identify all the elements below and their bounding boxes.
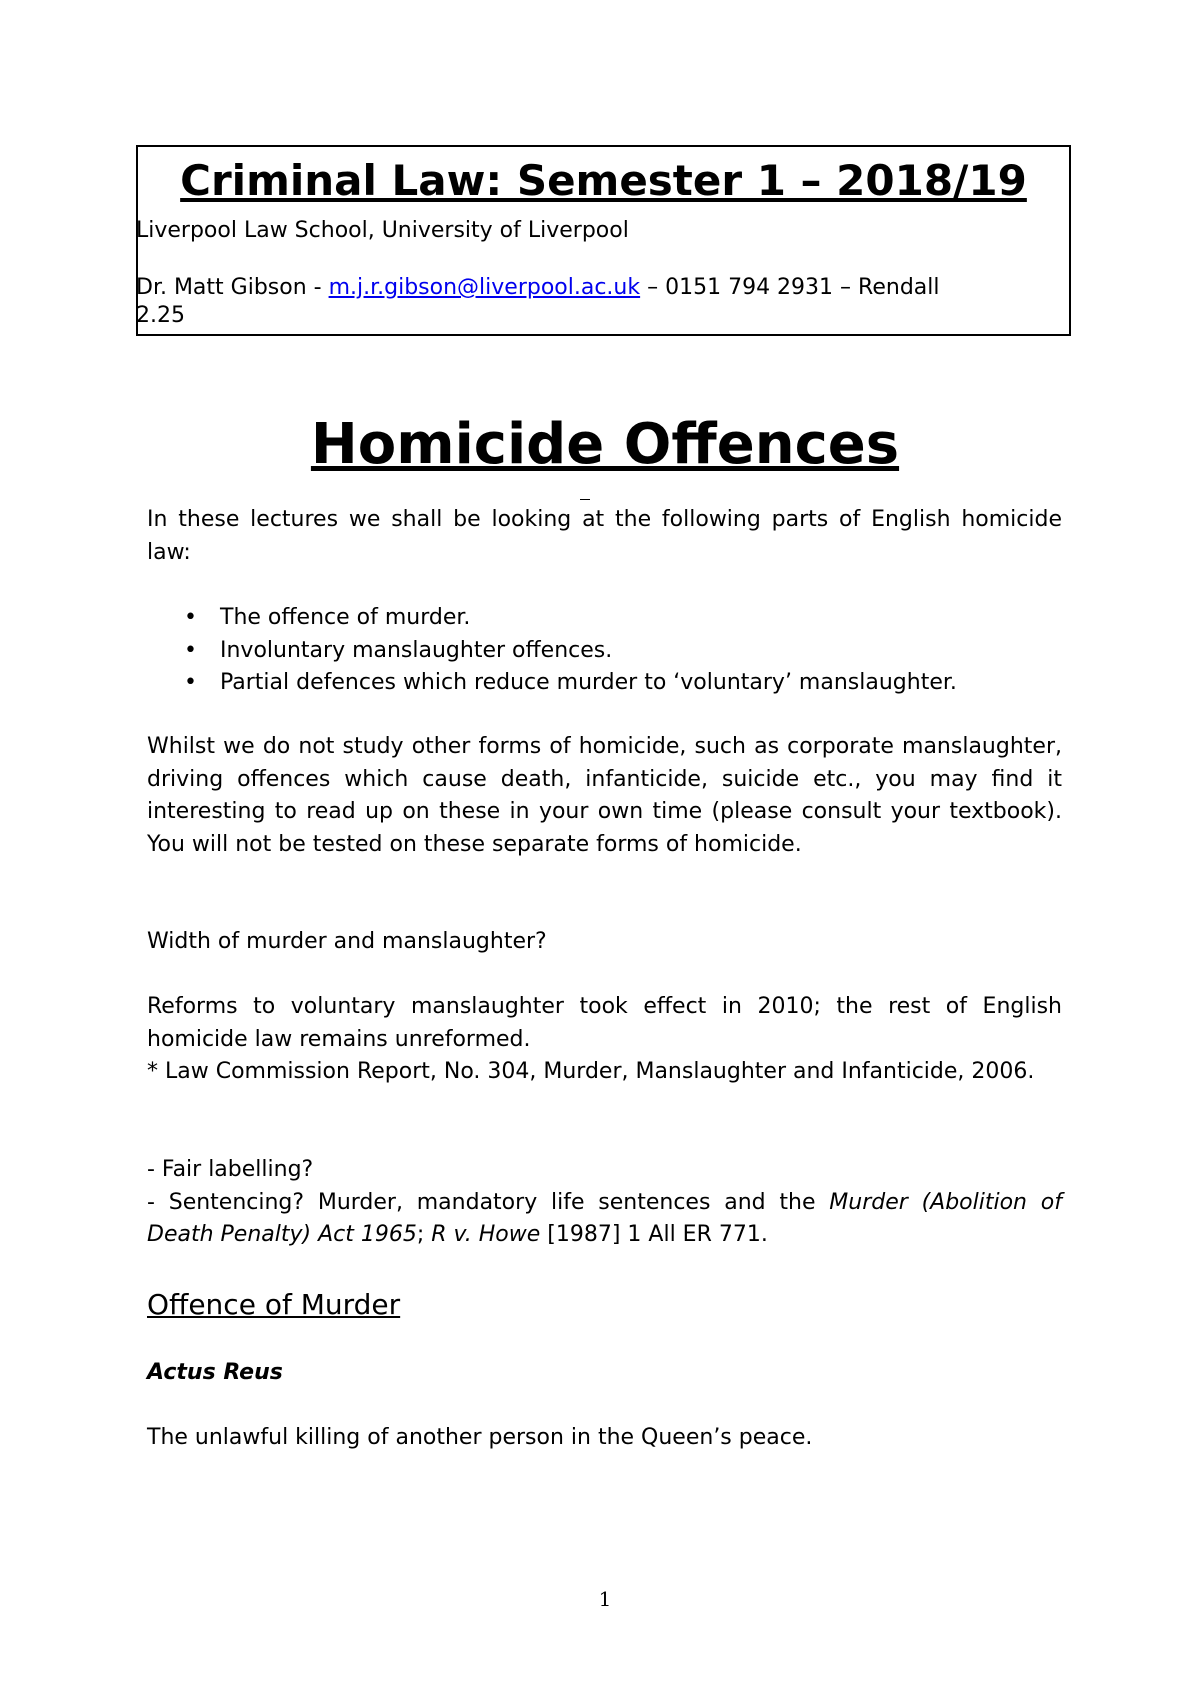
stray-mark <box>580 499 590 500</box>
bullet-icon: • <box>184 637 197 663</box>
email-link[interactable]: m.j.r.gibson@liverpool.ac.uk <box>328 275 641 300</box>
fair-labelling-point: - Fair labelling? <box>147 1157 314 1182</box>
topic-list <box>180 602 957 700</box>
contact-line <box>136 274 1071 330</box>
topic-text: Involuntary manslaughter offences. <box>220 637 613 663</box>
reforms-block <box>147 991 1062 1089</box>
institution-line: Liverpool Law School, University of Liverpool <box>136 218 629 243</box>
other-forms-paragraph: Whilst we do not study other forms of homicide, such as corporate manslaughter, driving offences which cause death, infanticide, suicide etc., you may find it interesting to read up on these in your own time (please consult your textbook). You will not be tested on these separate forms of homicide. <box>147 734 1062 857</box>
statute-name: Murder (Abolition of Death Penalty) Act 1965 <box>147 1189 1062 1248</box>
case-name: R v. Howe <box>431 1222 541 1248</box>
sub-heading-actus-reus: Actus Reus <box>147 1360 283 1385</box>
actus-reus-definition: The unlawful killing of another person in the Queen’s peace. <box>147 1425 813 1450</box>
case-citation: [1987] 1 All ER 771. <box>540 1222 768 1248</box>
intro-paragraph: In these lectures we shall be looking at the following parts of English homicide law: <box>147 507 1062 565</box>
topic-text: The offence of murder. <box>220 605 471 630</box>
width-question: Width of murder and manslaughter? <box>147 929 547 954</box>
lecturer-name: Dr. Matt Gibson - <box>136 275 329 300</box>
list-item <box>180 635 957 668</box>
room-number: 2.25 <box>136 303 185 328</box>
list-item <box>180 667 957 700</box>
page-number: 1 <box>598 1587 612 1611</box>
bullet-icon: • <box>184 605 197 630</box>
sentencing-point <box>147 1187 1062 1252</box>
reforms-text: Reforms to voluntary manslaughter took effect in 2010; the rest of English homicide law remains unreformed. <box>147 994 1062 1052</box>
issues-block <box>147 1154 1062 1252</box>
course-title: Criminal Law: Semester 1 – 2018/19 <box>180 156 1027 205</box>
list-item <box>180 602 957 635</box>
section-heading-murder: Offence of Murder <box>147 1288 401 1321</box>
bullet-icon: • <box>184 670 197 696</box>
sentencing-text: - Sentencing? Murder, mandatory life sentences and the <box>147 1189 830 1215</box>
law-commission-reference: * Law Commission Report, No. 304, Murder, Manslaughter and Infanticide, 2006. <box>147 1059 1035 1085</box>
topic-text: Partial defences which reduce murder to ‘voluntary’ manslaughter. <box>220 670 957 696</box>
document-title: Homicide Offences <box>310 412 900 477</box>
separator-text: ; <box>416 1222 432 1248</box>
phone-and-room: – 0151 794 2931 – Rendall <box>640 275 940 300</box>
